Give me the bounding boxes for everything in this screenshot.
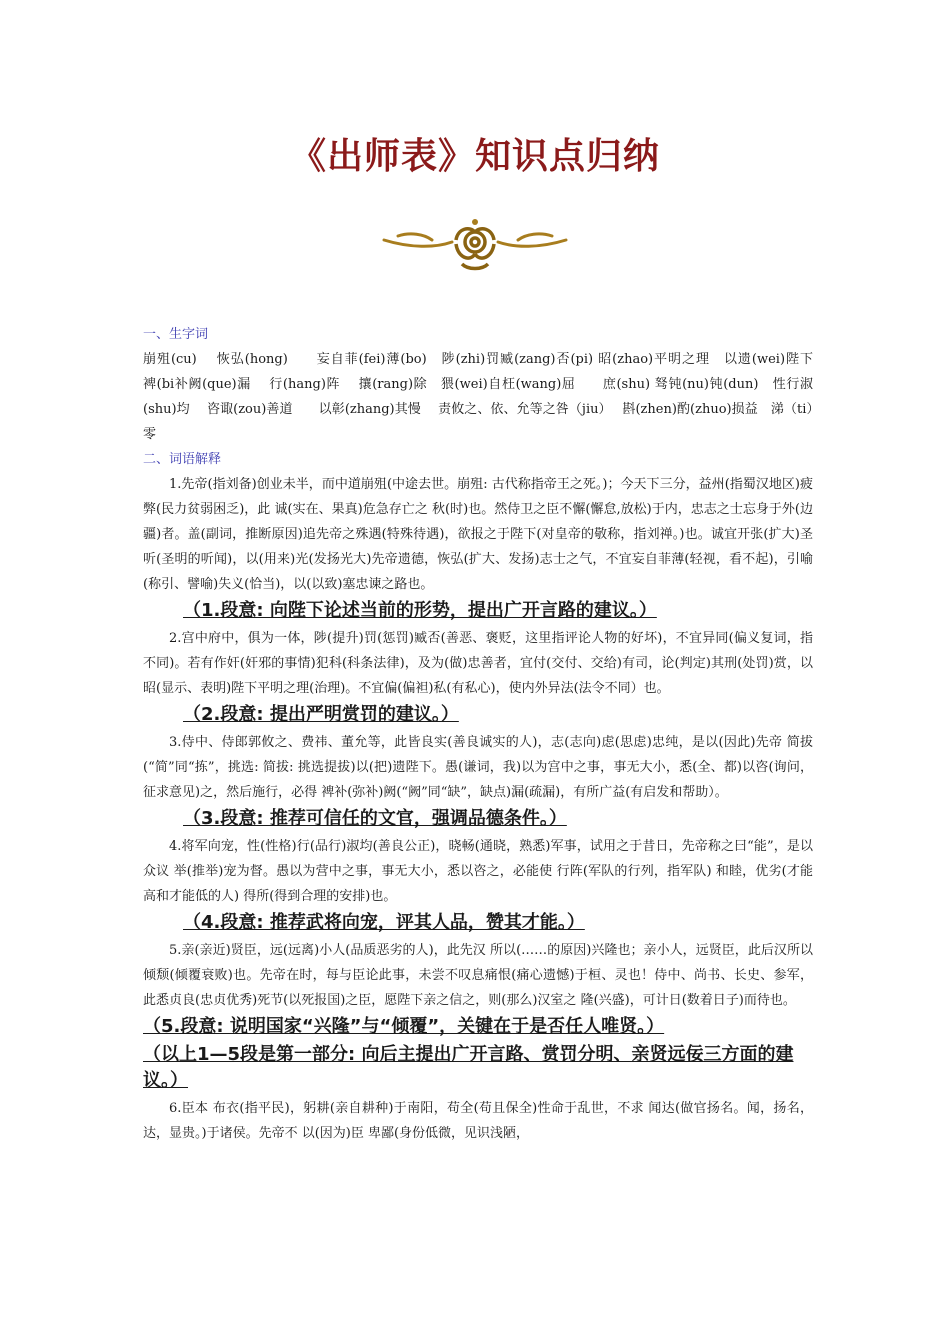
summary-2: （2.段意: 提出严明赏罚的建议。）	[183, 704, 459, 725]
document-body	[143, 322, 840, 1146]
paragraph-1: 1.先帝(指刘备)创业未半，而中道崩殂(中途去世。崩殂: 古代称指帝王之死。)；今天下三分，益州(指蜀汉地区)疲弊(民力贫弱困乏)，此 诚(实在、果真)危急存亡之 秋(时)也。然侍卫之臣不懈(懈怠,放松)于内，忠志之士忘身于外(边疆)者。盖(副词，推断原因)追先帝之殊遇(特殊待遇)，欲报之于陛下(对皇帝的敬称，指刘禅。)也。诚宜开张(扩大)圣听(圣明的听闻)，以(用来)光(发扬光大)先帝遗德，恢弘(扩大、发扬)志士之气，不宜妄自菲薄(轻视，看不起)，引喻(称引、譬喻)失义(恰当)，以(以致)塞忠谏之路也。	[143, 477, 813, 592]
summary-4: （4.段意: 推荐武将向宠，评其人品，赞其才能。）	[183, 912, 585, 933]
paragraph-6: 6.臣本 布衣(指平民)，躬耕(亲自耕种)于南阳，苟全(苟且保全)性命于乱世，不求 闻达(做官扬名。闻，扬名，达，显贵。)于诸侯。先帝不 以(因为)臣 卑鄙(身份低微，见识浅陋，	[143, 1101, 813, 1141]
summary-3: （3.段意: 推荐可信任的文官，强调品德条件。）	[183, 808, 567, 829]
scroll-flourish-icon	[380, 218, 570, 274]
explain-heading: 二、词语解释	[143, 452, 222, 467]
summary-1: （1.段意: 向陛下论述当前的形势，提出广开言路的建议。）	[183, 600, 657, 621]
paragraph-3: 3.侍中、侍郎郭攸之、费祎、董允等，此皆良实(善良诚实的人)，志(志向)虑(思虑)忠纯，是以(因此)先帝 简拔(“简”同“拣”，挑选: 简拔: 挑选提拔)以(把)遗陛下。愚(谦词，我)以为宫中之事，事无大小，悉(全、都)以咨(询问，征求意见)之，然后施行，必得 裨补(弥补)阙(“阙”同“缺”，缺点)漏(疏漏)，有所广益(有启发和帮助）。	[143, 735, 813, 800]
paragraph-5: 5.亲(亲近)贤臣，远(远离)小人(品质恶劣的人)，此先汉 所以(……的原因)兴隆也；亲小人，远贤臣，此后汉所以 倾颓(倾覆衰败)也。先帝在时，每与臣论此事，未尝不叹息痛恨(痛心遗憾)于桓、灵也！侍中、尚书、长史、参军，此悉贞良(忠贞优秀)死节(以死报国)之臣，愿陛下亲之信之，则(那么)汉室之 隆(兴盛)，可计日(数着日子)而待也。	[143, 943, 813, 1008]
summary-5: （5.段意: 说明国家“兴隆”与“倾覆”，关键在于是否任人唯贤。）	[143, 1016, 665, 1037]
document-title: 《出师表》知识点归纳	[289, 136, 660, 177]
paragraph-2: 2.宫中府中，俱为一体，陟(提升)罚(惩罚)臧否(善恶、褒贬，这里指评论人物的好坏)，不宜异同(偏义复词，指不同)。若有作奸(奸邪的事情)犯科(科条法律)，及为(做)忠善者，宜付(交付、交给)有司，论(判定)其刑(处罚)赏，以昭(显示、表明)陛下平明之理(治理)。不宜偏(偏袒)私(有私心)，使内外异法(法令不同）也。	[143, 631, 813, 696]
vocab-heading: 一、生字词	[143, 327, 209, 342]
vocab-list: 崩殂(cu) 恢弘(hong) 妄自菲(fei)薄(bo) 陟(zhi)罚臧(zang)否(pi) 昭(zhao)平明之理 以遗(wei)陛下 裨(bi补阙(que)漏 行(hang)阵 攘(rang)除 猥(wei)自枉(wang)屈 庶(shu) 驽钝(nu)钝(dun) 性行淑(shu)均 咨诹(zou)善道 以彰(zhang)其慢 责攸之、依、允等之咎（jiu） 斟(zhen)酌(zhuo)损益 涕（ti）零	[143, 352, 840, 442]
paragraph-4: 4.将军向宠，性(性格)行(品行)淑均(善良公正)，晓畅(通晓，熟悉)军事，试用之于昔日，先帝称之曰“能”，是以众议 举(推举)宠为督。愚以为营中之事，事无大小，悉以咨之，必能使 行阵(军队的行列，指军队) 和睦，优劣(才能高和才能低的人) 得所(得到合理的安排)也。	[143, 839, 813, 904]
part-one-summary: （以上1—5段是第一部分: 向后主提出广开言路、赏罚分明、亲贤远佞三方面的建议。）	[143, 1044, 794, 1091]
